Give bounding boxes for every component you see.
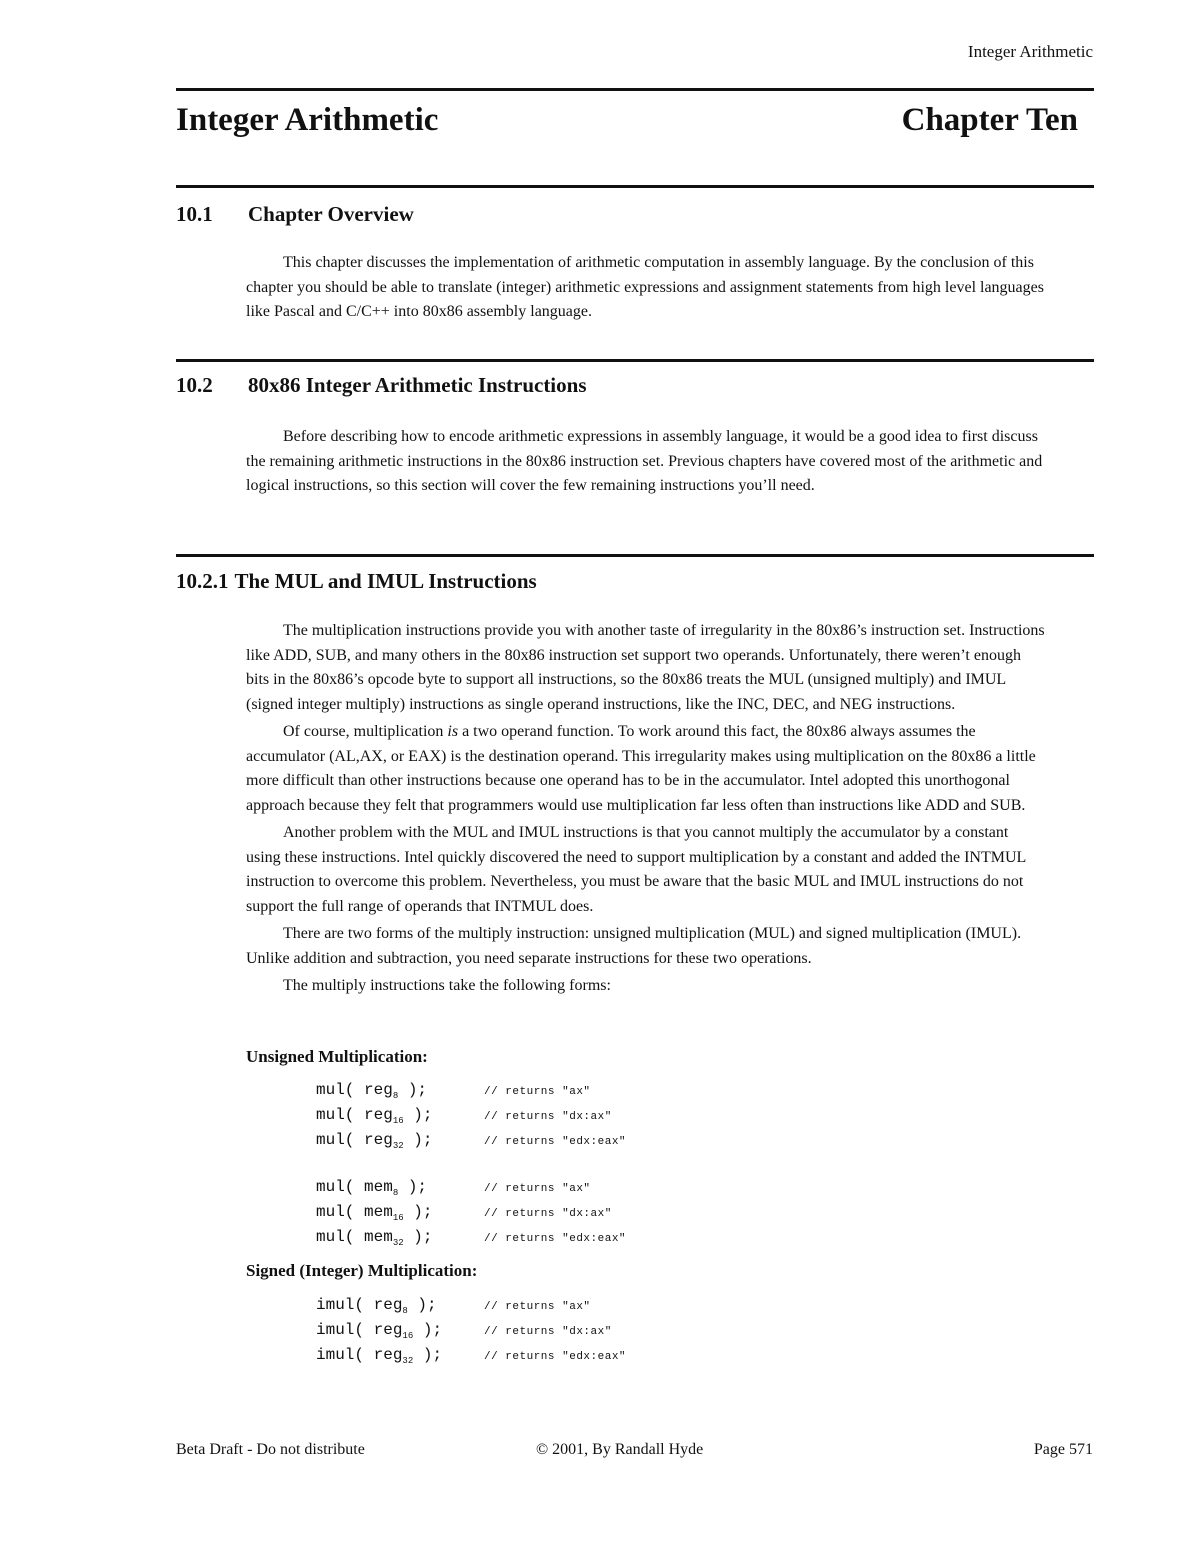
code-instruction: imul( reg$_{16}$ ); [316, 1321, 443, 1342]
section-rule [176, 359, 1094, 362]
signed-code-block [316, 1293, 626, 1368]
chapter-number: Chapter Ten [901, 102, 1078, 138]
code-comment: // returns "edx:eax" [484, 1136, 627, 1148]
section-heading [176, 202, 414, 227]
section-title: The MUL and IMUL Instructions [234, 569, 537, 593]
code-line [316, 1343, 626, 1368]
section-rule [176, 185, 1094, 188]
code-line [316, 1318, 626, 1343]
section-body [246, 425, 1046, 499]
code-comment: // returns "edx:eax" [484, 1233, 627, 1245]
section-body [246, 251, 1046, 325]
footer-left: Beta Draft - Do not distribute [176, 1441, 365, 1458]
unsigned-code-block [316, 1078, 626, 1250]
footer-copyright: © 2001, By Randall Hyde [536, 1441, 704, 1458]
code-instruction: mul( mem$_{32}$ ); [316, 1228, 433, 1249]
code-line [316, 1200, 626, 1225]
paragraph: Before describing how to encode arithmetic expressions in assembly language, it would be a good idea to first discuss the remaining arithmetic instructions in the 80x86 instruction set. Previous chapters have covered most of the arithmetic and logical instructions, so this section will cover the few remaining instructions you’ll need. [246, 428, 1043, 494]
code-instruction: mul( reg$_8$ ); [316, 1081, 428, 1102]
paragraph: There are two forms of the multiply instruction: unsigned multiplication (MUL) and signed multiplication (IMUL). Unlike addition and subtraction, you need separate instructions for these two operations. [246, 925, 1022, 967]
code-instruction: imul( reg$_{32}$ ); [316, 1346, 443, 1367]
code-line [316, 1128, 626, 1153]
chapter-top-rule [176, 88, 1094, 91]
unsigned-multiplication-heading: Unsigned Multiplication: [246, 1047, 428, 1066]
code-comment: // returns "dx:ax" [484, 1111, 612, 1123]
emphasis: is [447, 723, 459, 740]
subsection-heading [176, 569, 537, 594]
code-line [316, 1078, 626, 1103]
code-instruction: mul( reg$_{32}$ ); [316, 1131, 433, 1152]
section-title: 80x86 Integer Arithmetic Instructions [248, 373, 587, 397]
paragraph-text: Of course, multiplication [283, 723, 448, 740]
section-body [246, 619, 1046, 999]
code-comment: // returns "ax" [484, 1301, 591, 1313]
section-number: 10.1 [176, 202, 213, 226]
code-line [316, 1103, 626, 1128]
section-heading [176, 373, 587, 398]
code-instruction: mul( mem$_{16}$ ); [316, 1203, 433, 1224]
code-comment: // returns "ax" [484, 1086, 591, 1098]
section-title: Chapter Overview [248, 202, 414, 226]
section-number: 10.2.1 [176, 569, 229, 593]
code-instruction: mul( reg$_{16}$ ); [316, 1106, 433, 1127]
code-line [316, 1293, 626, 1318]
code-comment: // returns "ax" [484, 1183, 591, 1195]
chapter-title: Integer Arithmetic [176, 102, 439, 138]
paragraph-text: a two operand function. To work around this fact, the 80x86 always assumes the accumulator (AL,AX, or EAX) is the destination operand. This irregularity makes using multiplication on the 80x86 a little more difficult than other instructions because one operand has to be in the accumulator. Intel adopted this unorthogonal approach because they felt that programmers would use multiplication far less often than instructions like ADD and SUB. [246, 723, 1036, 814]
section-rule [176, 554, 1094, 557]
paragraph: Another problem with the MUL and IMUL instructions is that you cannot multiply the accumulator by a constant using these instructions. Intel quickly discovered the need to support multiplication by a constant and added the INTMUL instruction to overcome this problem. Nevertheless, you must be aware that the basic MUL and IMUL instructions do not support the full range of operands that INTMUL does. [246, 824, 1026, 915]
running-header: Integer Arithmetic [967, 42, 1093, 61]
code-instruction: imul( reg$_8$ ); [316, 1296, 437, 1317]
code-comment: // returns "edx:eax" [484, 1351, 627, 1363]
section-number: 10.2 [176, 373, 213, 397]
paragraph: The multiplication instructions provide you with another taste of irregularity in the 80x86’s instruction set. Instructions like ADD, SUB, and many others in the 80x86 instruction set support two operands. Unfortunately, there weren’t enough bits in the 80x86’s opcode byte to support all instructions, so the 80x86 treats the MUL (unsigned multiply) and IMUL (signed integer multiply) instructions as single operand instructions, like the INC, DEC, and NEG instructions. [246, 622, 1045, 713]
code-comment: // returns "dx:ax" [484, 1208, 612, 1220]
code-line [316, 1225, 626, 1250]
code-instruction: mul( mem$_8$ ); [316, 1178, 428, 1199]
paragraph: This chapter discusses the implementation of arithmetic computation in assembly language. By the conclusion of this chapter you should be able to translate (integer) arithmetic expressions and assignment statements from high level languages like Pascal and C/C++ into 80x86 assembly language. [246, 254, 1044, 320]
code-comment: // returns "dx:ax" [484, 1326, 612, 1338]
paragraph: The multiply instructions take the following forms: [283, 977, 611, 994]
page-number: Page 571 [1033, 1441, 1093, 1458]
signed-multiplication-heading: Signed (Integer) Multiplication: [246, 1261, 478, 1280]
code-line [316, 1175, 626, 1200]
paragraph [246, 720, 1046, 818]
